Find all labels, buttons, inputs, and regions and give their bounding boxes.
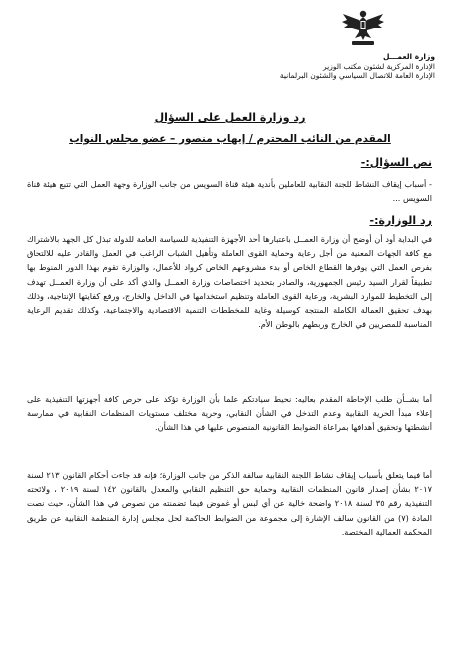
department-line-2: الإدارة العامة للاتصال السياسي والشئون البرلمانية — [279, 71, 435, 81]
answer-paragraph-3-text: أما فيما يتعلق بأسباب إيقاف نشاط اللجنة النقابية سالفة الذكر من جانب الوزارة؛ فإنه قد جاءت أحكام القانون ٢١٣ لسنة ٢٠١٧ بشأن إصدار قانون المنظمات النقابية وحماية حق التنظيم النقابي والمعدل بالقانون ١٤٢ لسنة ٢٠١٩ ، ولائحته التنفيذية رقم ٣٥ لسنة ٢٠١٨ واضحة خالية عن أي لبس أو غموض فيما تضمنته من نصوص في هذا الشأن، حيث نصت المادة (٧) من القانون سالف الإشارة إلى مجموعة من الضوابط الحاكمة لحل مجلس إدارة المنظمة النقابية عن طريق المحكمة العمالية المختصة. — [27, 470, 433, 537]
answer-paragraph-1 — [27, 232, 432, 331]
title-line-1: رد وزارة العمل على السؤال — [154, 111, 306, 124]
question-heading: نص السؤال:- — [360, 156, 432, 169]
answer-paragraph-2-text: أما بشــأن طلب الإحاطة المقدم بعاليه: نحيط سيادتكم علما بأن الوزارة تؤكد على حرص كافة أجهزتها التنفيذية على إعلاء مبدأ الحرية النقابية وعدم التدخل في الشأن النقابي، وحرية مختلف مستويات المنظمات النقابية في ممارسة أنشطتها وتحقيق أهدافها بمراعاة الضوابط القانونية المنصوص عليها في هذا الشأن. — [27, 394, 432, 433]
letterhead — [225, 52, 435, 81]
department-line-1: الإدارة المركزية لشئون مكتب الوزير — [322, 61, 435, 71]
title-line-2: المقدم من النائب المحترم / إيهاب منصور – عضو مجلس النواب — [69, 133, 391, 145]
answer-paragraph-3 — [27, 468, 432, 539]
egypt-eagle-emblem-icon — [339, 8, 387, 50]
ministry-name: وزارة العمـــل — [383, 52, 435, 61]
answer-paragraph-1-text: في البداية أود أن أوضح أن وزارة العمــل باعتبارها أحد الأجهزة التنفيذية للسياسة العامة للدولة تبذل كل الجهد بالاشتراك مع كافة الجهات المعنية من أجل رعاية وحماية القوى العاملة وتأهيل الشباب الراغب في العمل والقادر عليه للالتحاق بفرص العمل التي يوفرها القطاع الخاص أو بدء مشروعهم الخاص كرواد للأعمال، والوزارة تقوم بهذا الدور المنوط بها تطبيقاً لقرار السيد رئيس الجمهورية، والصادر بتحديد اختصاصات وزارة العمــل والذي أكد على أن وزارة العمــل تهدف إلى التخطيط للموارد البشرية، ورعاية القوى العاملة وتنظيم استخدامها في الداخل والخارج، ورفع كفايتها الإنتاجية، وذلك بهدف تحقيق العمالة الكاملة المنتجة كوسيلة وغاية للمخططات التنمية الاقتصادية والاجتماعية، وكذلك تقديم الرعاية المناسبة للمصريين في الخارج وربطهم بالوطن الأم. — [27, 234, 432, 330]
document-title — [40, 110, 420, 147]
answer-heading: رد الوزارة:- — [369, 214, 432, 227]
answer-paragraph-2 — [27, 392, 432, 435]
question-text: - أسباب إيقاف النشاط للجنة النقابية للعاملين بأندية هيئة قناة السويس من جانب الوزارة وجهة العمل التي تتبع هيئة قناة السويس ... — [27, 179, 432, 204]
